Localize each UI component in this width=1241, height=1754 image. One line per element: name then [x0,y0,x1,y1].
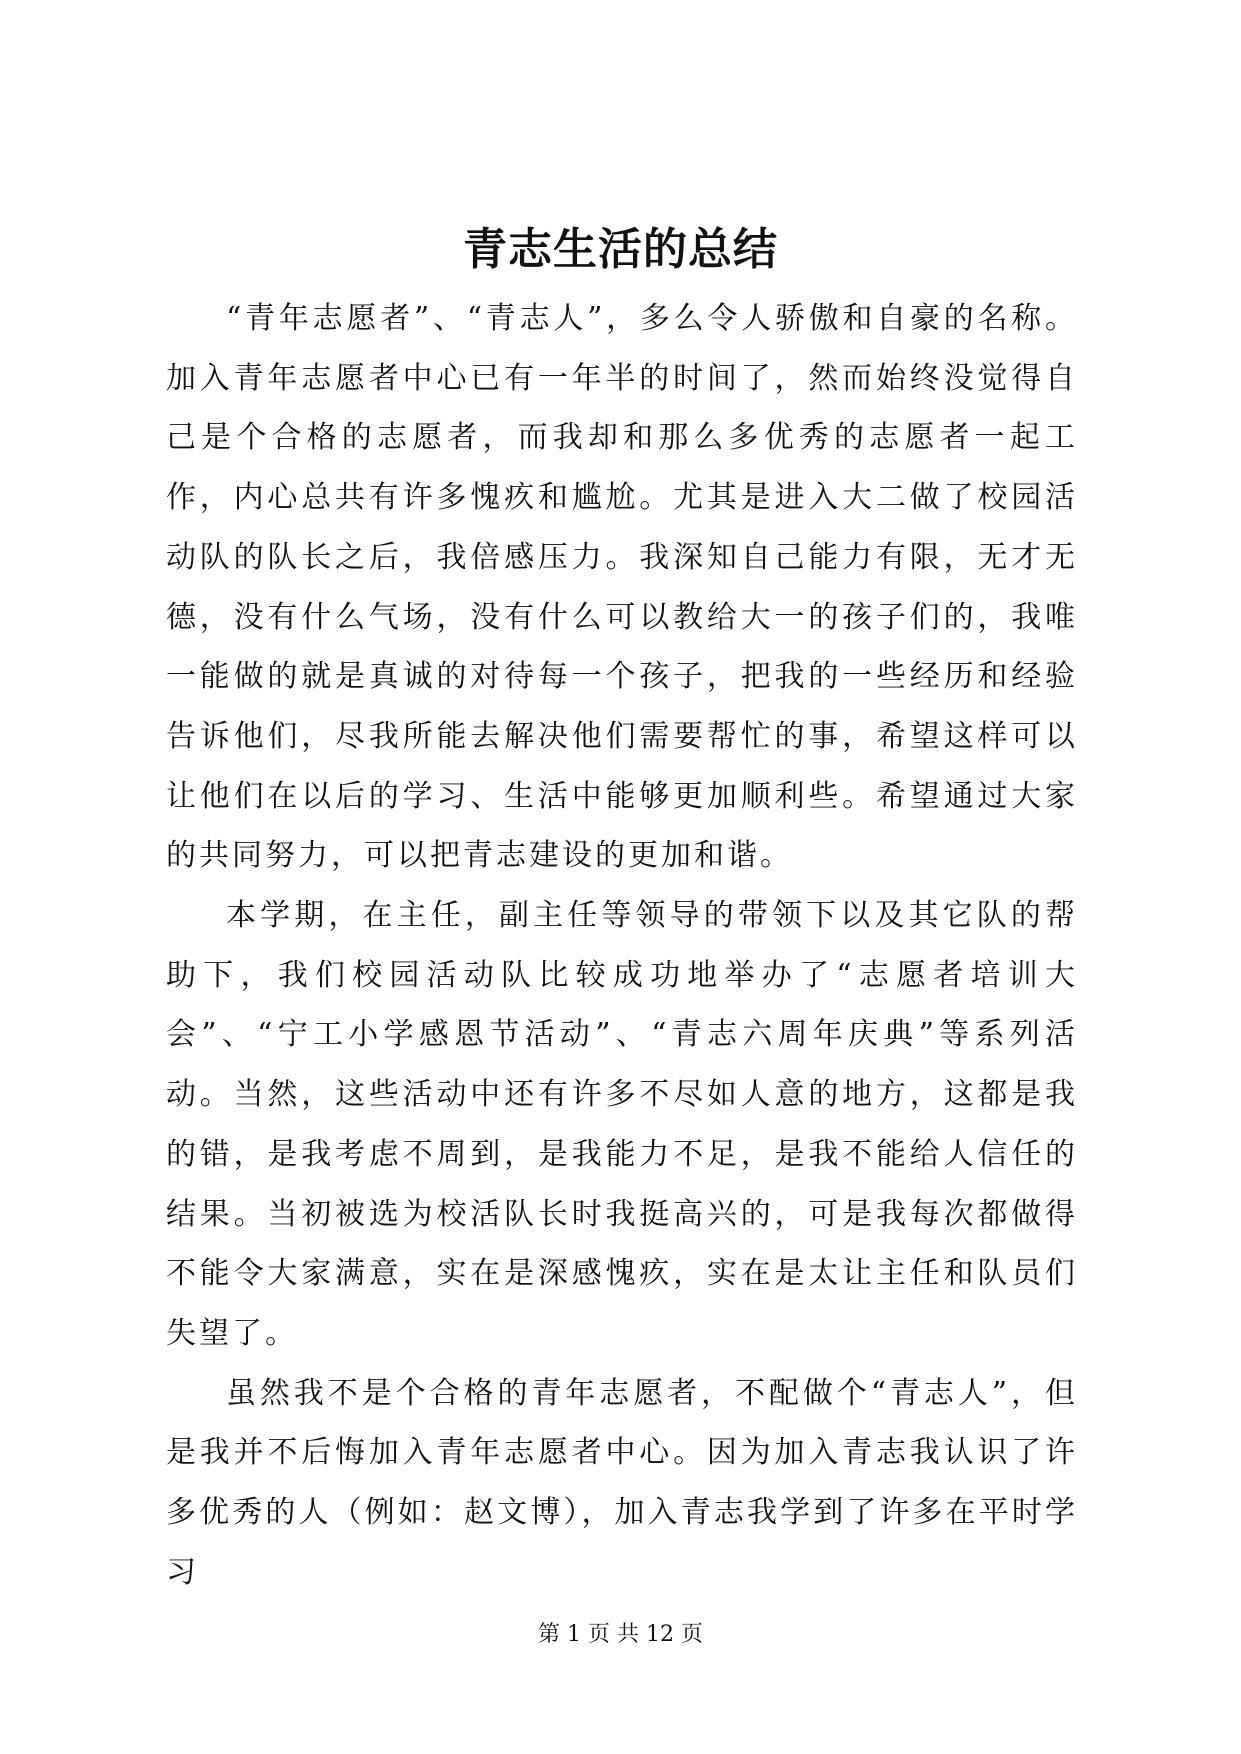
paragraph-1: “青年志愿者”、“青志人”，多么令人骄傲和自豪的名称。加入青年志愿者中心已有一年半的时间了，然而始终没觉得自己是个合格的志愿者，而我却和那么多优秀的志愿者一起工作，内心总共有许多愧疚和尴尬。尤其是进入大二做了校园活动队的队长之后，我倍感压力。我深知自己能力有限，无才无德，没有什么气场，没有什么可以教给大一的孩子们的，我唯一能做的就是真诚的对待每一个孩子，把我的一些经历和经验告诉他们，尽我所能去解决他们需要帮忙的事，希望这样可以让他们在以后的学习、生活中能够更加顺利些。希望通过大家的共同努力，可以把青志建设的更加和谐。 [166,301,1078,874]
paragraph-2: 本学期，在主任，副主任等领导的带领下以及其它队的帮助下，我们校园活动队比较成功地举办了“志愿者培训大会”、“宁工小学感恩节活动”、“青志六周年庆典”等系列活动。当然，这些活动中还有许多不尽如人意的地方，这都是我的错，是我考虑不周到，是我能力不足，是我不能给人信任的结果。当初被选为校活队长时我挺高兴的，可是我每次都做得不能令大家满意，实在是深感愧疚，实在是太让主任和队员们失望了。 [166,898,1078,1351]
paragraph-3: 虽然我不是个合格的青年志愿者，不配做个“青志人”，但是我并不后悔加入青年志愿者中心。因为加入青志我认识了许多优秀的人（例如：赵文博），加入青志我学到了许多在平时学习 [166,1375,1078,1590]
page-footer: 第 1 页 共 12 页 [538,1622,703,1647]
document-body [166,289,1078,1602]
document-title: 青志生活的总结 [463,224,778,275]
